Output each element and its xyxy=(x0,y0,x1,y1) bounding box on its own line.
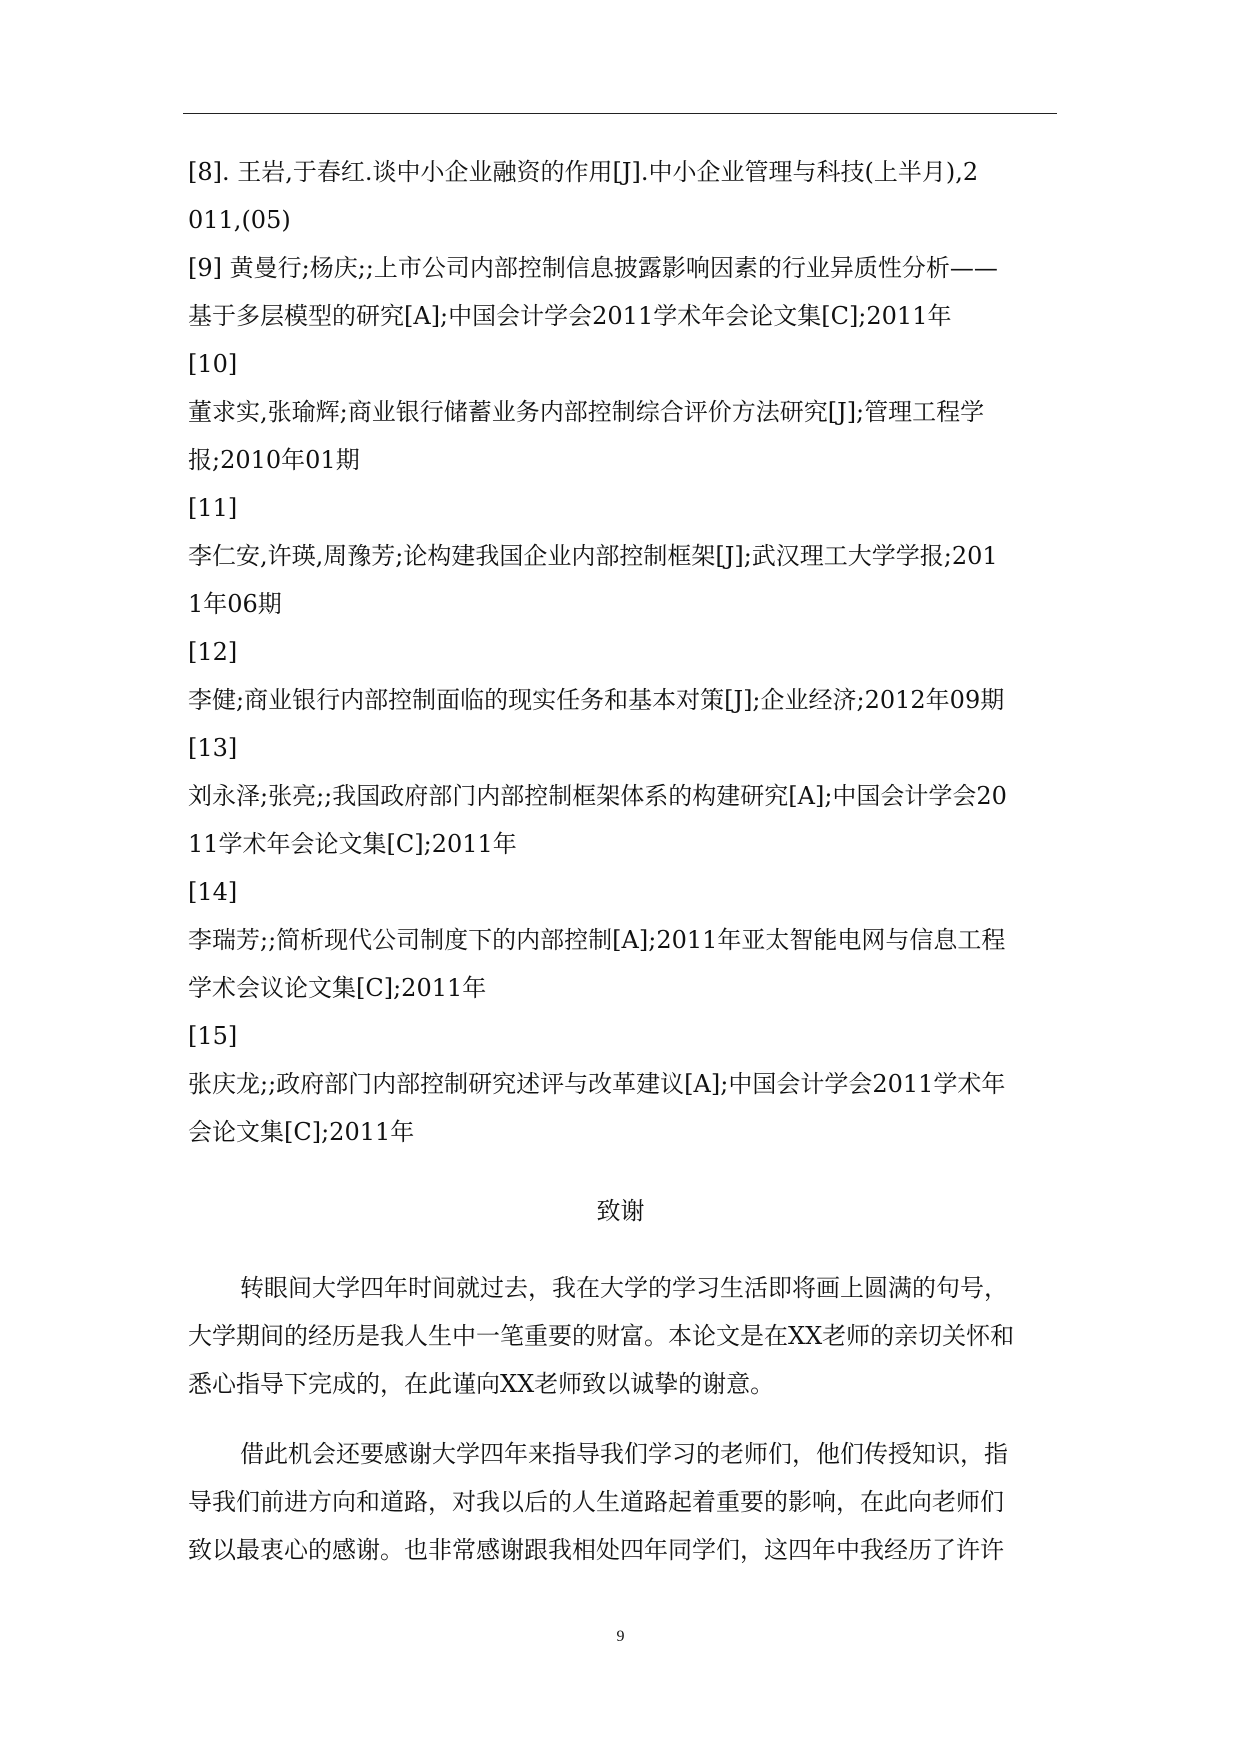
reference-line: 1年06期 xyxy=(188,590,282,618)
reference-line: 张庆龙;;政府部门内部控制研究述评与改革建议[A];中国会计学会2011学术年 xyxy=(188,1070,1006,1098)
reference-line: 董求实,张瑜辉;商业银行储蓄业务内部控制综合评价方法研究[J];管理工程学 xyxy=(188,398,985,426)
paragraph-line: 借此机会还要感谢大学四年来指导我们学习的老师们，他们传授知识，指 xyxy=(240,1440,1008,1468)
acknowledgement-paragraph-2 xyxy=(188,1436,1048,1580)
paragraph-line: 致以最衷心的感谢。也非常感谢跟我相处四年同学们，这四年中我经历了许许 xyxy=(188,1536,1004,1564)
reference-line: [8]. 王岩,于春红.谈中小企业融资的作用[J].中小企业管理与科技(上半月),2 xyxy=(188,158,979,186)
reference-line: 刘永泽;张亮;;我国政府部门内部控制框架体系的构建研究[A];中国会计学会20 xyxy=(188,782,1007,810)
reference-line: [11] xyxy=(188,494,238,522)
reference-line: 会论文集[C];2011年 xyxy=(188,1118,415,1146)
reference-line: [15] xyxy=(188,1022,238,1050)
reference-line: 李仁安,许瑛,周豫芳;论构建我国企业内部控制框架[J];武汉理工大学学报;201 xyxy=(188,542,998,570)
reference-line: [14] xyxy=(188,878,238,906)
reference-line: [10] xyxy=(188,350,238,378)
reference-line: 李瑞芳;;简析现代公司制度下的内部控制[A];2011年亚太智能电网与信息工程 xyxy=(188,926,1006,954)
acknowledgement-paragraph-1 xyxy=(188,1270,1048,1414)
reference-line: 学术会议论文集[C];2011年 xyxy=(188,974,487,1002)
paragraph-line: 转眼间大学四年时间就过去，我在大学的学习生活即将画上圆满的句号， xyxy=(240,1274,1008,1302)
paragraph-line: 导我们前进方向和道路，对我以后的人生道路起着重要的影响，在此向老师们 xyxy=(188,1488,1004,1516)
reference-line: [12] xyxy=(188,638,238,666)
reference-line: 基于多层模型的研究[A];中国会计学会2011学术年会论文集[C];2011年 xyxy=(188,302,952,330)
reference-line: [9] 黄曼行;杨庆;;上市公司内部控制信息披露影响因素的行业异质性分析—— xyxy=(188,254,998,282)
acknowledgement-title: 致谢 xyxy=(596,1197,645,1225)
page-number: 9 xyxy=(616,1628,625,1645)
reference-list xyxy=(188,154,1048,1162)
paragraph-line: 大学期间的经历是我人生中一笔重要的财富。本论文是在XX老师的亲切关怀和 xyxy=(188,1322,1015,1350)
paragraph-line: 悉心指导下完成的，在此谨向XX老师致以诚挚的谢意。 xyxy=(188,1370,775,1398)
reference-line: 报;2010年01期 xyxy=(188,446,360,474)
reference-line: 11学术年会论文集[C];2011年 xyxy=(188,830,517,858)
reference-line: [13] xyxy=(188,734,238,762)
reference-line: 李健;商业银行内部控制面临的现实任务和基本对策[J];企业经济;2012年09期 xyxy=(188,686,1005,714)
header-rule xyxy=(183,113,1057,114)
reference-line: 011,(05) xyxy=(188,206,291,234)
